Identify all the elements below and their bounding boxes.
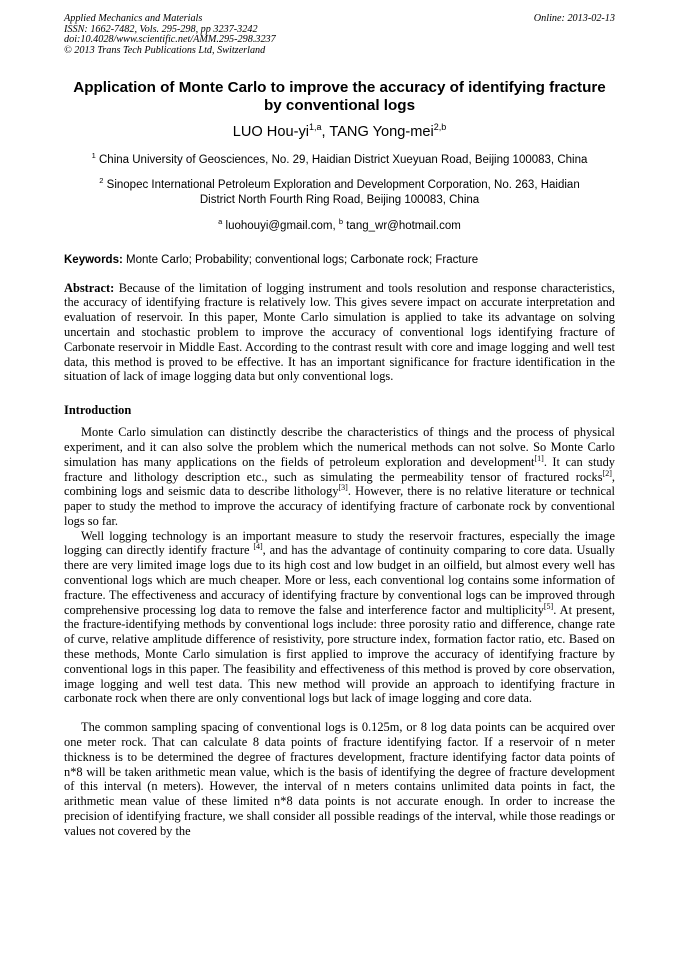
abstract-text: Because of the limitation of logging instrument and tools resolution and response characteristics, the accuracy of identifying fracture is relatively low. This gives severe impact on accurate interpretation and evaluation of reservoir. In this paper, Monte Carlo simulation is applied to take its advantage on solving uncertain and stochastic problem to improve the accuracy of conventional logs identifying fracture of Carbonate reservoir in Middle East. According to the contrast result with core and image logging and well test data, this method is proved to be effective. It has an important significance for fracture identification in the situation of lack of image logging data but only conventional logs. xyxy=(64,280,615,384)
author-separator: , xyxy=(321,123,330,140)
affiliation-marker: 2 xyxy=(99,176,104,186)
author-emails xyxy=(64,215,615,234)
journal-header xyxy=(64,14,615,56)
email-marker: a xyxy=(218,216,223,226)
paragraph-text: . At present, the fracture-identifying methods by conventional logs include: three porosity ratio and difference, change rate of curve, relative amplitude difference of resistivity, pore structure index, formation factor ratio, etc. Based on these methods, Monte Carlo simulation is first applied to improve the accuracy of identifying fracture by conventional logs in this paper. The feasibility and effectiveness of this method is proved by core observation, image logging and well test data. This new method will provide an approach to identifying fracture in carbonate rock when there are only conventional logs but lack of image logging and core data. xyxy=(64,602,615,706)
author-line xyxy=(64,118,615,141)
affiliation-text: Sinopec International Petroleum Exploration and Development Corporation, No. 263, Haidian District North Fourth Ring Road, Beijing 100083, China xyxy=(106,179,580,207)
abstract xyxy=(64,281,615,385)
author-superscript: 2,b xyxy=(433,122,447,132)
doi-line: doi:10.4028/www.scientific.net/AMM.295-298.3237 xyxy=(64,34,276,45)
author-name: TANG Yong-mei xyxy=(329,123,434,140)
abstract-label: Abstract: xyxy=(64,280,115,295)
email-address: tang_wr@hotmail.com xyxy=(346,219,461,232)
affiliation-2 xyxy=(64,174,615,207)
email-address: luohouyi@gmail.com xyxy=(225,219,333,232)
citation-ref: [1] xyxy=(534,453,544,463)
paragraph-text: , and has the advantage of continuity comparing to core data. Usually there are very limited image logs due to its high cost and low budget in an oilfield, but almost every well has conventional logs which are much cheaper. More or less, each conventional log contains some information of fracture. The effectiveness and accuracy of identifying fracture by conventional logs can be improved through comprehensive processing log data to remove the false and interference factor and multiplicity xyxy=(64,543,615,617)
body-paragraph xyxy=(64,425,615,529)
affiliation-text: China University of Geosciences, No. 29, Haidian District Xueyuan Road, Beijing 100083, China xyxy=(99,153,588,166)
paragraph-text: Monte Carlo simulation can distinctly describe the characteristics of things and the process of physical experiment, and it can also solve the problem which the numerical methods can not solve. So Monte Carlo simulation has many applications on the fields of petroleum exploration and development xyxy=(64,425,615,469)
section-heading-introduction: Introduction xyxy=(64,403,132,418)
citation-ref: [4] xyxy=(253,542,263,552)
body-paragraph xyxy=(64,529,615,707)
paragraph-text: . It can study fracture and lithology description etc., such as simulating the permeability tensor of fractured rocks xyxy=(64,454,615,484)
author-superscript: 1,a xyxy=(308,122,322,132)
citation-ref: [2] xyxy=(602,468,612,478)
citation-ref: [3] xyxy=(338,483,348,493)
body-paragraph: The common sampling spacing of conventional logs is 0.125m, or 8 log data points can be acquired over one meter rock. That can calculate 8 data points of fracture identifying factor. If a reservoir of n meter thickness is to be determined the degree of fractures development, fracture identifying factor data points of n*8 will be taken arithmetic mean value, which is the basis of identifying the degree of fracture development of this interval (n meters). However, the interval of n meters contains unlimited data points in fact, the arithmetic mean value of these limited n*8 data points is not accurate enough. In order to increase the precision of identifying fracture, we shall consider all possible readings of the interval, while those readings or values not covered by the xyxy=(64,720,615,838)
affiliation-marker: 1 xyxy=(91,150,96,160)
paragraph-text: Well logging technology is an important measure to study the reservoir fractures, especially the image logging can directly identify fracture xyxy=(64,528,615,558)
email-marker: b xyxy=(338,216,344,226)
issn-line: ISSN: 1662-7482, Vols. 295-298, pp 3237-3242 xyxy=(64,23,258,35)
paragraph-text: . However, there is no relative literature or technical paper to study the method to improve the accuracy of identifying fracture of carbonate rock by conventional logs so far. xyxy=(64,484,615,528)
keywords-line xyxy=(64,253,615,267)
paper-title: Application of Monte Carlo to improve the accuracy of identifying fracture by conventional logs xyxy=(73,79,606,114)
email-separator: , xyxy=(332,219,339,232)
affiliation-1 xyxy=(64,149,615,168)
citation-ref: [5] xyxy=(543,601,554,611)
paper-page xyxy=(64,14,615,839)
journal-name: Applied Mechanics and Materials xyxy=(64,13,203,24)
online-date: Online: 2013-02-13 xyxy=(533,13,615,24)
keywords-text: Monte Carlo; Probability; conventional logs; Carbonate rock; Fracture xyxy=(126,253,479,266)
paragraph-text: , combining logs and seismic data to describe lithology xyxy=(64,469,615,499)
keywords-label: Keywords: xyxy=(64,253,123,266)
author-name: LUO Hou-yi xyxy=(232,123,309,140)
copyright-line: © 2013 Trans Tech Publications Ltd, Switzerland xyxy=(64,44,266,56)
